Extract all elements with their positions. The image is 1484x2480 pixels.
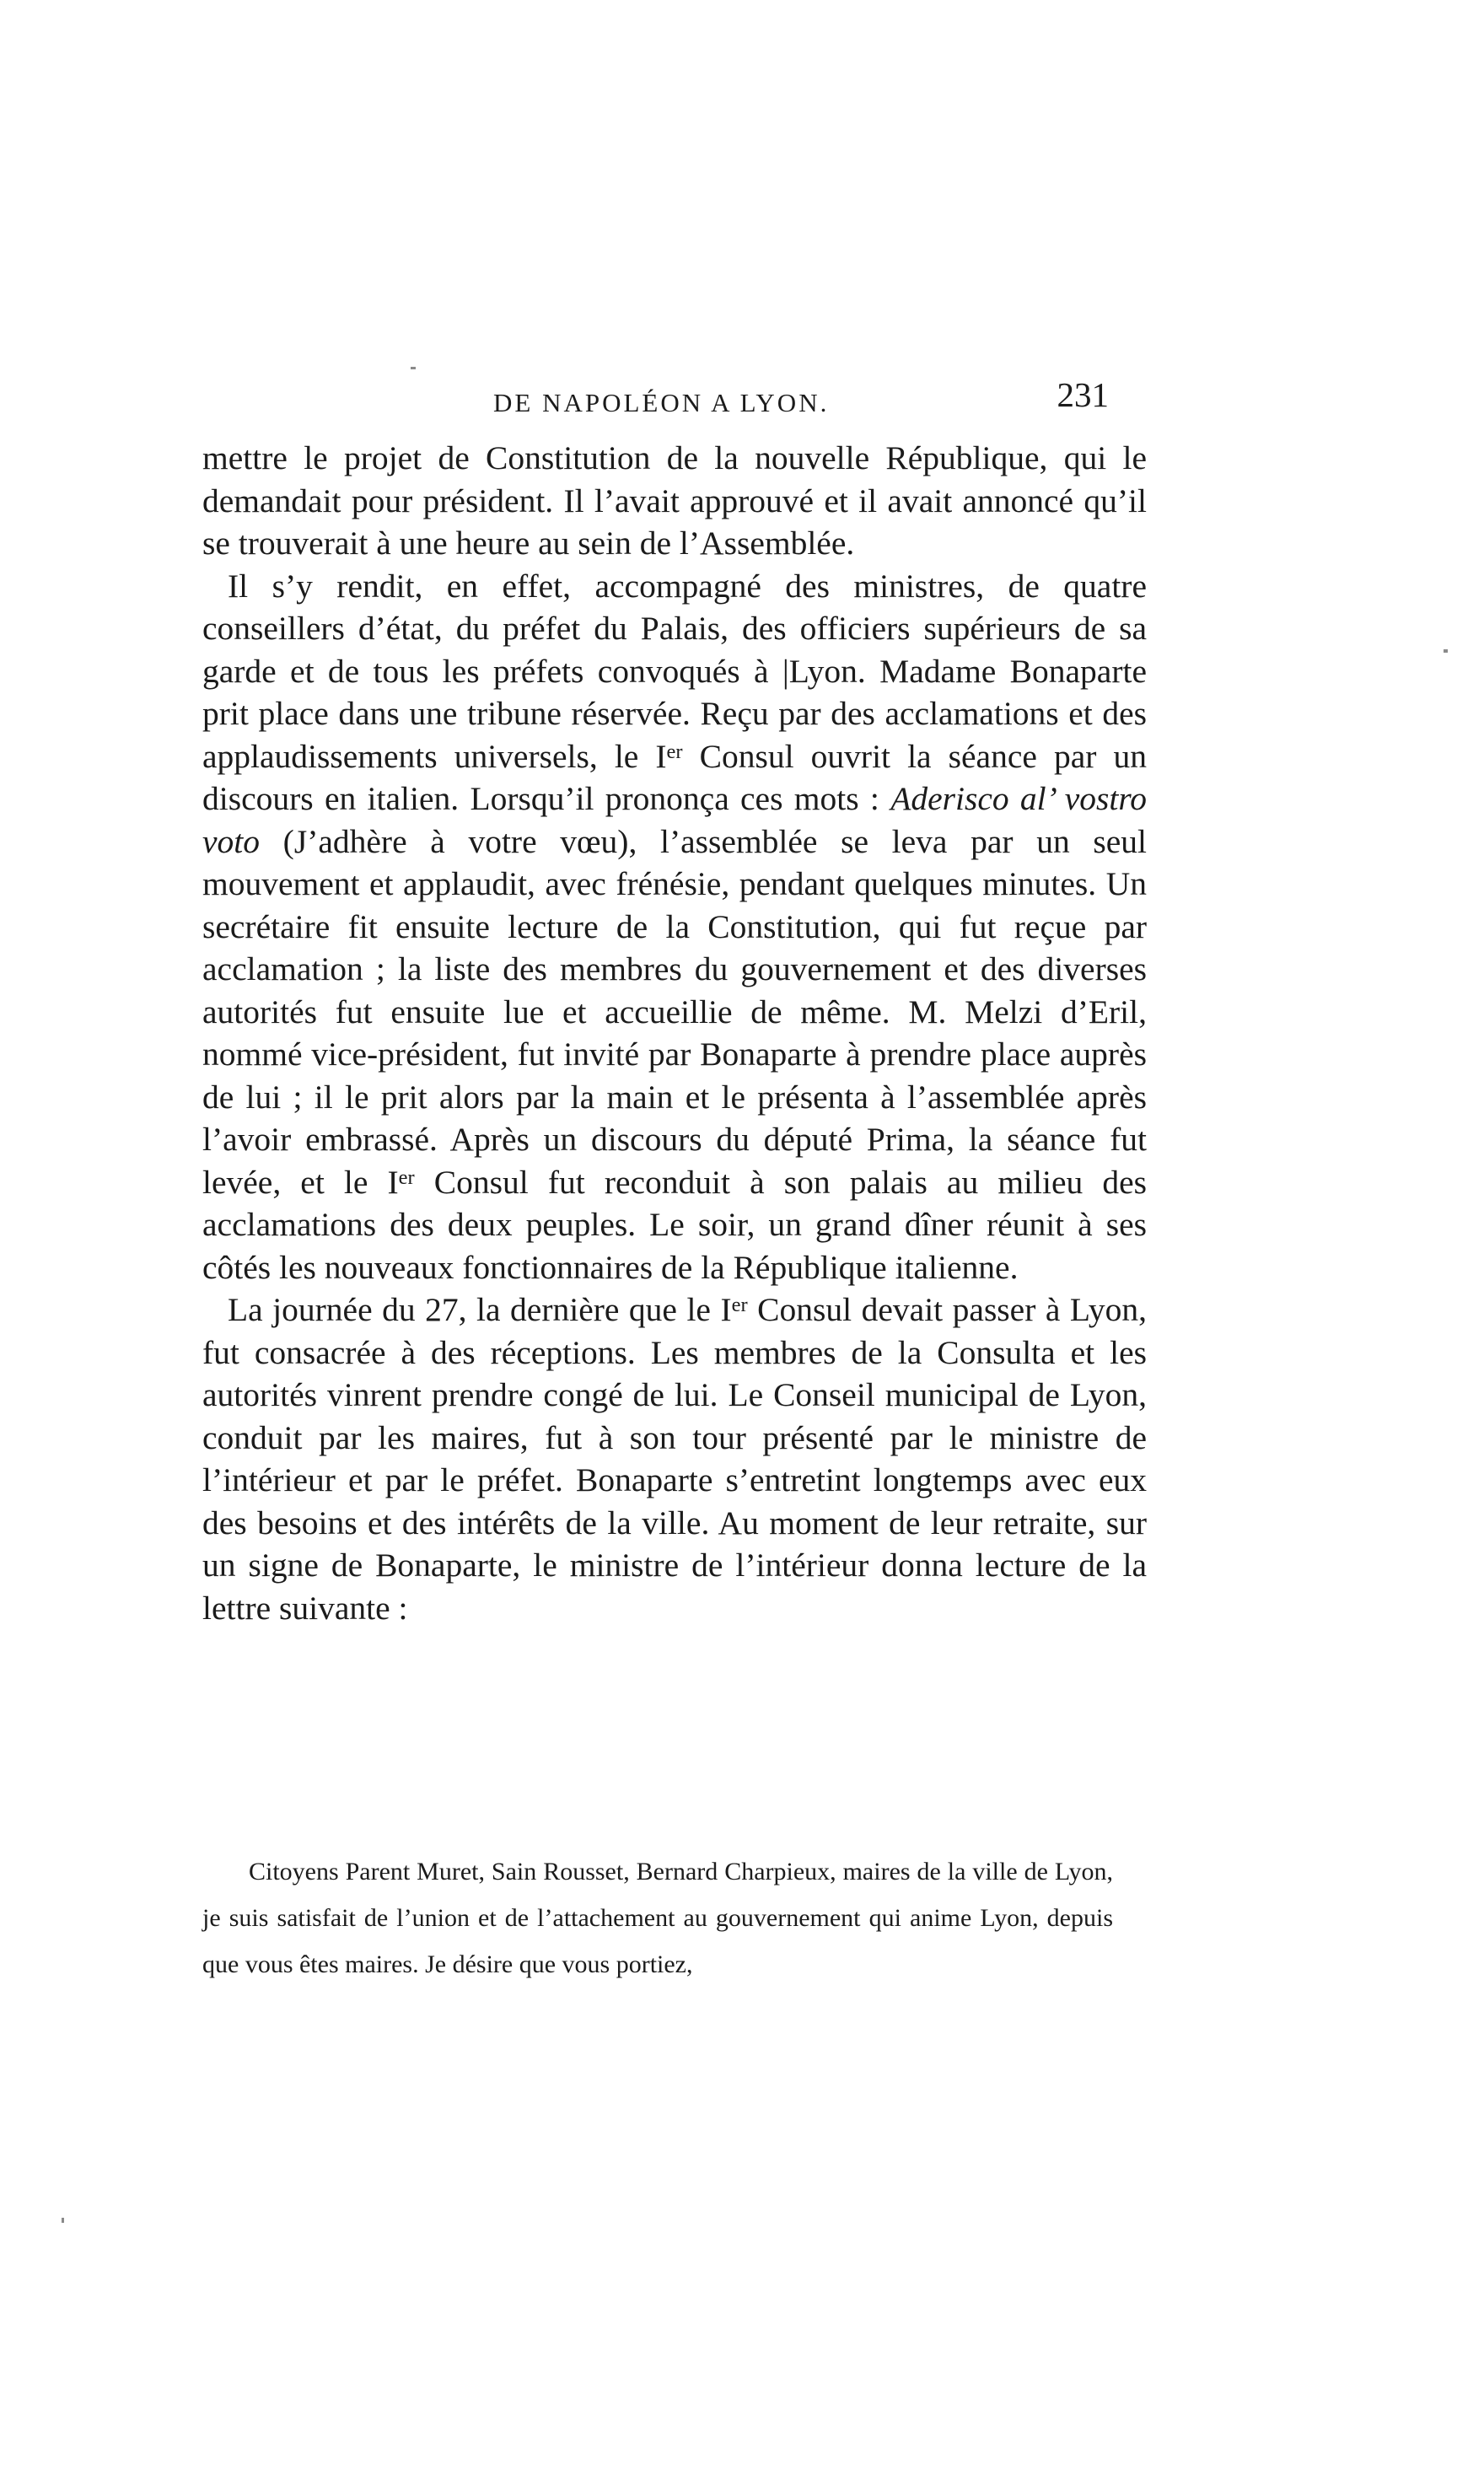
- superscript: er: [666, 740, 683, 763]
- superscript: er: [398, 1165, 415, 1189]
- text-run: Consul fut reconduit à son palais au milieu des acclamations des deux peuples. Le soir, un grand dîner réunit à ses côtés les nouveaux fonctionnaires de la République italienne.: [202, 1163, 1147, 1286]
- text-run: Consul ouvrit la séance par un discours en italien. Lorsqu’il prononça ces mots :: [202, 737, 1147, 817]
- body-paragraph: [202, 565, 1147, 1289]
- letter-paragraph: Citoyens Parent Muret, Sain Rousset, Bernard Charpieux, maires de la ville de Lyon, je suis satisfait de l’union et de l’attachement au gouvernement qui anime Lyon, depuis que vous êtes maires. Je désire que vous portiez,: [202, 1858, 1113, 1978]
- running-title: DE NAPOLÉON A LYON.: [493, 388, 830, 417]
- body-paragraph: [202, 1288, 1147, 1629]
- body-paragraph: [202, 437, 1147, 565]
- text-run: (J’adhère à votre vœu), l’assemblée se leva par un seul mouvement et applaudit, avec frénésie, pendant quelques minutes. Un secrétaire fit ensuite lecture de la Constitution, qui fut reçue par acclamation ; la liste des membres du gouvernement et des diverses autorités fut ensuite lue et accueillie de même. M. Melzi d’Eril, nommé vice-président, fut invité par Bonaparte à prendre place auprès de lui ; il le prit alors par la main et le présenta à l’assemblée après l’avoir embrassé. Après un discours du député Prima, la séance fut levée, et le I: [202, 822, 1147, 1201]
- scan-speck: [62, 2218, 64, 2223]
- superscript: er: [731, 1293, 748, 1316]
- scan-speck: [411, 367, 416, 369]
- letter-excerpt: [202, 1848, 1113, 1988]
- text-run: La journée du 27, la dernière que le I: [228, 1291, 732, 1328]
- page-number: 231: [1057, 375, 1109, 414]
- text-run: Il s’y rendit, en effet, accompagné des ministres, de quatre conseillers d’état, du préfet du Palais, des officiers supérieurs de sa garde et de tous les préfets convoqués à |Lyon. Madame Bonaparte prit place dans une tribune réservée. Reçu par des acclamations et des applaudissements universels, le I: [202, 567, 1147, 775]
- scan-speck: [1444, 649, 1448, 653]
- body-text: [202, 437, 1147, 1629]
- running-head: [202, 371, 1147, 430]
- text-run: Consul devait passer à Lyon, fut consacrée à des réceptions. Les membres de la Consulta et les autorités vinrent prendre congé de lui. Le Conseil municipal de Lyon, conduit par les maires, fut à son tour présenté par le ministre de l’intérieur et par le préfet. Bonaparte s’entretint longtemps avec eux des besoins et des intérêts de la ville. Au moment de leur retraite, sur un signe de Bonaparte, le ministre de l’intérieur donna lecture de la lettre suivante :: [202, 1291, 1147, 1627]
- italic-quote: Aderisco al’ vostro voto: [202, 780, 1147, 860]
- text-run: mettre le projet de Constitution de la nouvelle République, qui le demandait pour président. Il l’avait approuvé et il avait annoncé qu’il se trouverait à une heure au sein de l’Assemblée.: [202, 439, 1147, 562]
